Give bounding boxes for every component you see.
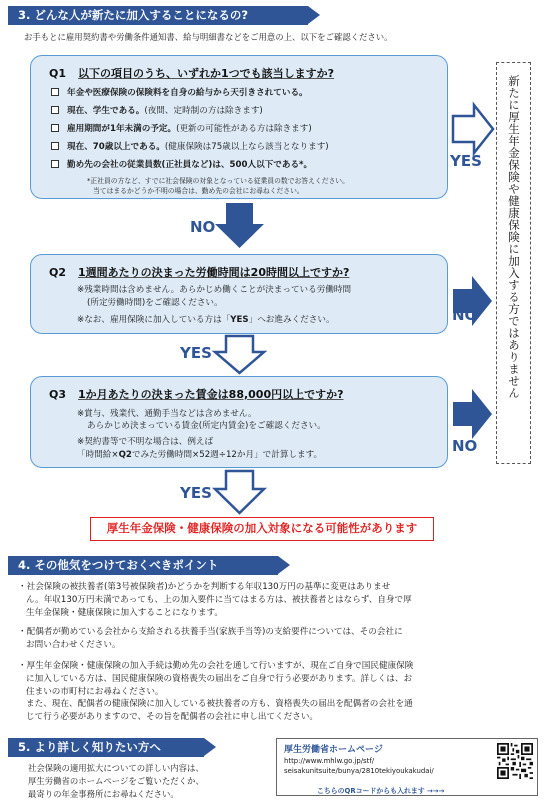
- q2-no-label: NO: [452, 306, 478, 324]
- qr-code-icon[interactable]: [497, 743, 533, 779]
- section4-bullet-1: ・社会保険の被扶養者(第3号被保険者)かどうかを判断する年収130万円の基準に変更はありませ ん。年収130万円未満であっても、上の加入要件に当てはまる方は、被扶養者とはならず、自身で厚 生年金保険・健康保険に加入することになります。: [18, 582, 412, 618]
- q2-yes-arrow-icon: [215, 336, 264, 373]
- q2-line-2: (所定労働時間)をご確認ください。: [87, 298, 223, 308]
- section4-header-tail: [278, 556, 290, 574]
- qr-caption: こちらのQRコードからも入れます →→→: [317, 787, 445, 795]
- q3-no-arrow-icon: [453, 389, 492, 439]
- q3-yes-arrow-icon: [215, 471, 264, 513]
- section5-line-3: 最寄りの年金事務所にお尋ねください。: [28, 789, 179, 799]
- q1-no-label: NO: [190, 218, 216, 236]
- section5-line-2: 厚生労働省のホームページをご覧いただくか、: [28, 776, 204, 786]
- q1-question: 以下の項目のうち、いずれか1つでも該当しますか?: [78, 67, 335, 80]
- section5-line-1: 社会保険の適用拡大についての詳しい内容は、: [28, 763, 204, 773]
- not-applicable-text: 新たに厚生年金保険や健康保険に加入する方ではありません: [507, 75, 521, 399]
- section3-header: 3. どんな人が新たに加入することになるの?: [8, 6, 308, 25]
- q1-yes-arrow-icon: [453, 105, 493, 153]
- q3-yes-label: YES: [180, 484, 212, 502]
- result-box: 厚生年金保険・健康保険の加入対象になる可能性があります: [90, 517, 434, 541]
- q1-item-5[interactable]: 勤め先の会社の従業員数(正社員など)は、500人以下である*。: [51, 158, 312, 170]
- section4-bullet-3: ・厚生年金保険・健康保険の加入手続は勤め先の会社を通して行いますが、現在ご自身で国民健康保険 に加入している方は、国民健康保険の資格喪失の届出をご自身で行う必要があります。詳しくは、お 住まいの市町村にお尋ねください。 また、現在、配偶者の健康保険に加入している被扶養者の方も、資格喪失の届出を配偶者の会社を通 じて行う必要がありますので、その旨を配偶者の会社に申し出てください。: [18, 661, 414, 723]
- q2-question: 1週間あたりの決まった労働時間は20時間以上ですか?: [78, 266, 350, 279]
- q1-item-1[interactable]: 年金や医療保険の保険料を自身の給与から天引きされている。: [51, 86, 308, 98]
- q1-note-2: 当てはまるかどうか不明の場合は、勤め先の会社にお尋ねください。: [93, 187, 304, 195]
- q3-number: Q3: [49, 388, 67, 401]
- q3-no-label: NO: [452, 437, 478, 455]
- mhlw-url-line-2[interactable]: seisakunitsuite/bunya/2810tekiyoukakudai/: [284, 767, 434, 775]
- section5-header-tail: [204, 738, 216, 756]
- q2-line-1: ※残業時間は含めません。あらかじめ働くことが決まっている労働時間: [77, 285, 352, 295]
- mhlw-link-title[interactable]: 厚生労働省ホームページ: [284, 745, 383, 755]
- q1-number: Q1: [49, 67, 67, 80]
- q1-item-4[interactable]: 現在、70歳以上である。(健康保険は75歳以上なら該当となります): [51, 140, 329, 152]
- not-applicable-box: [496, 62, 531, 464]
- q3-line-3: ※契約書等で不明な場合は、例えば: [77, 437, 214, 447]
- q3-line-2: あらかじめ決まっている賃金(所定内賃金)をご確認ください。: [87, 421, 326, 431]
- mhlw-url-line-1[interactable]: http://www.mhlw.go.jp/stf/: [284, 757, 375, 765]
- q1-note-1: *正社員の方など、すでに社会保険の対象となっている従業員の数でお答えください。: [87, 177, 349, 185]
- q3-line-4: 「時間給×Q2でみた労働時間×52週÷12か月」で計算します。: [77, 450, 323, 460]
- q3-line-1: ※賞与、残業代、通勤手当などは含めません。: [77, 409, 257, 419]
- section3-intro: お手もとに雇用契約書や労働条件通知書、給与明細書などをご用意の上、以下をご確認ください。: [24, 32, 393, 42]
- q1-no-arrow-icon: [215, 203, 264, 248]
- section5-header: 5. より詳しく知りたい方へ: [8, 738, 204, 757]
- q1-item-3[interactable]: 雇用期間が1年未満の予定。(更新の可能性がある方は除きます): [51, 122, 312, 134]
- q2-number: Q2: [49, 266, 67, 279]
- q3-question: 1か月あたりの決まった賃金は88,000円以上ですか?: [78, 388, 344, 401]
- q1-item-2[interactable]: 現在、学生である。(夜間、定時制の方は除きます): [51, 104, 263, 116]
- q2-line-3: ※なお、雇用保険に加入している方は「YES」へお進みください。: [77, 315, 335, 325]
- q2-yes-label: YES: [180, 344, 212, 362]
- q1-yes-label: YES: [450, 152, 482, 170]
- section4-bullet-2: ・配偶者が勤めている会社から支給される扶養手当(家族手当等)の支給要件については、その会社に お問い合わせください。: [18, 627, 403, 650]
- section4-header: 4. その他気をつけておくべきポイント: [8, 556, 278, 575]
